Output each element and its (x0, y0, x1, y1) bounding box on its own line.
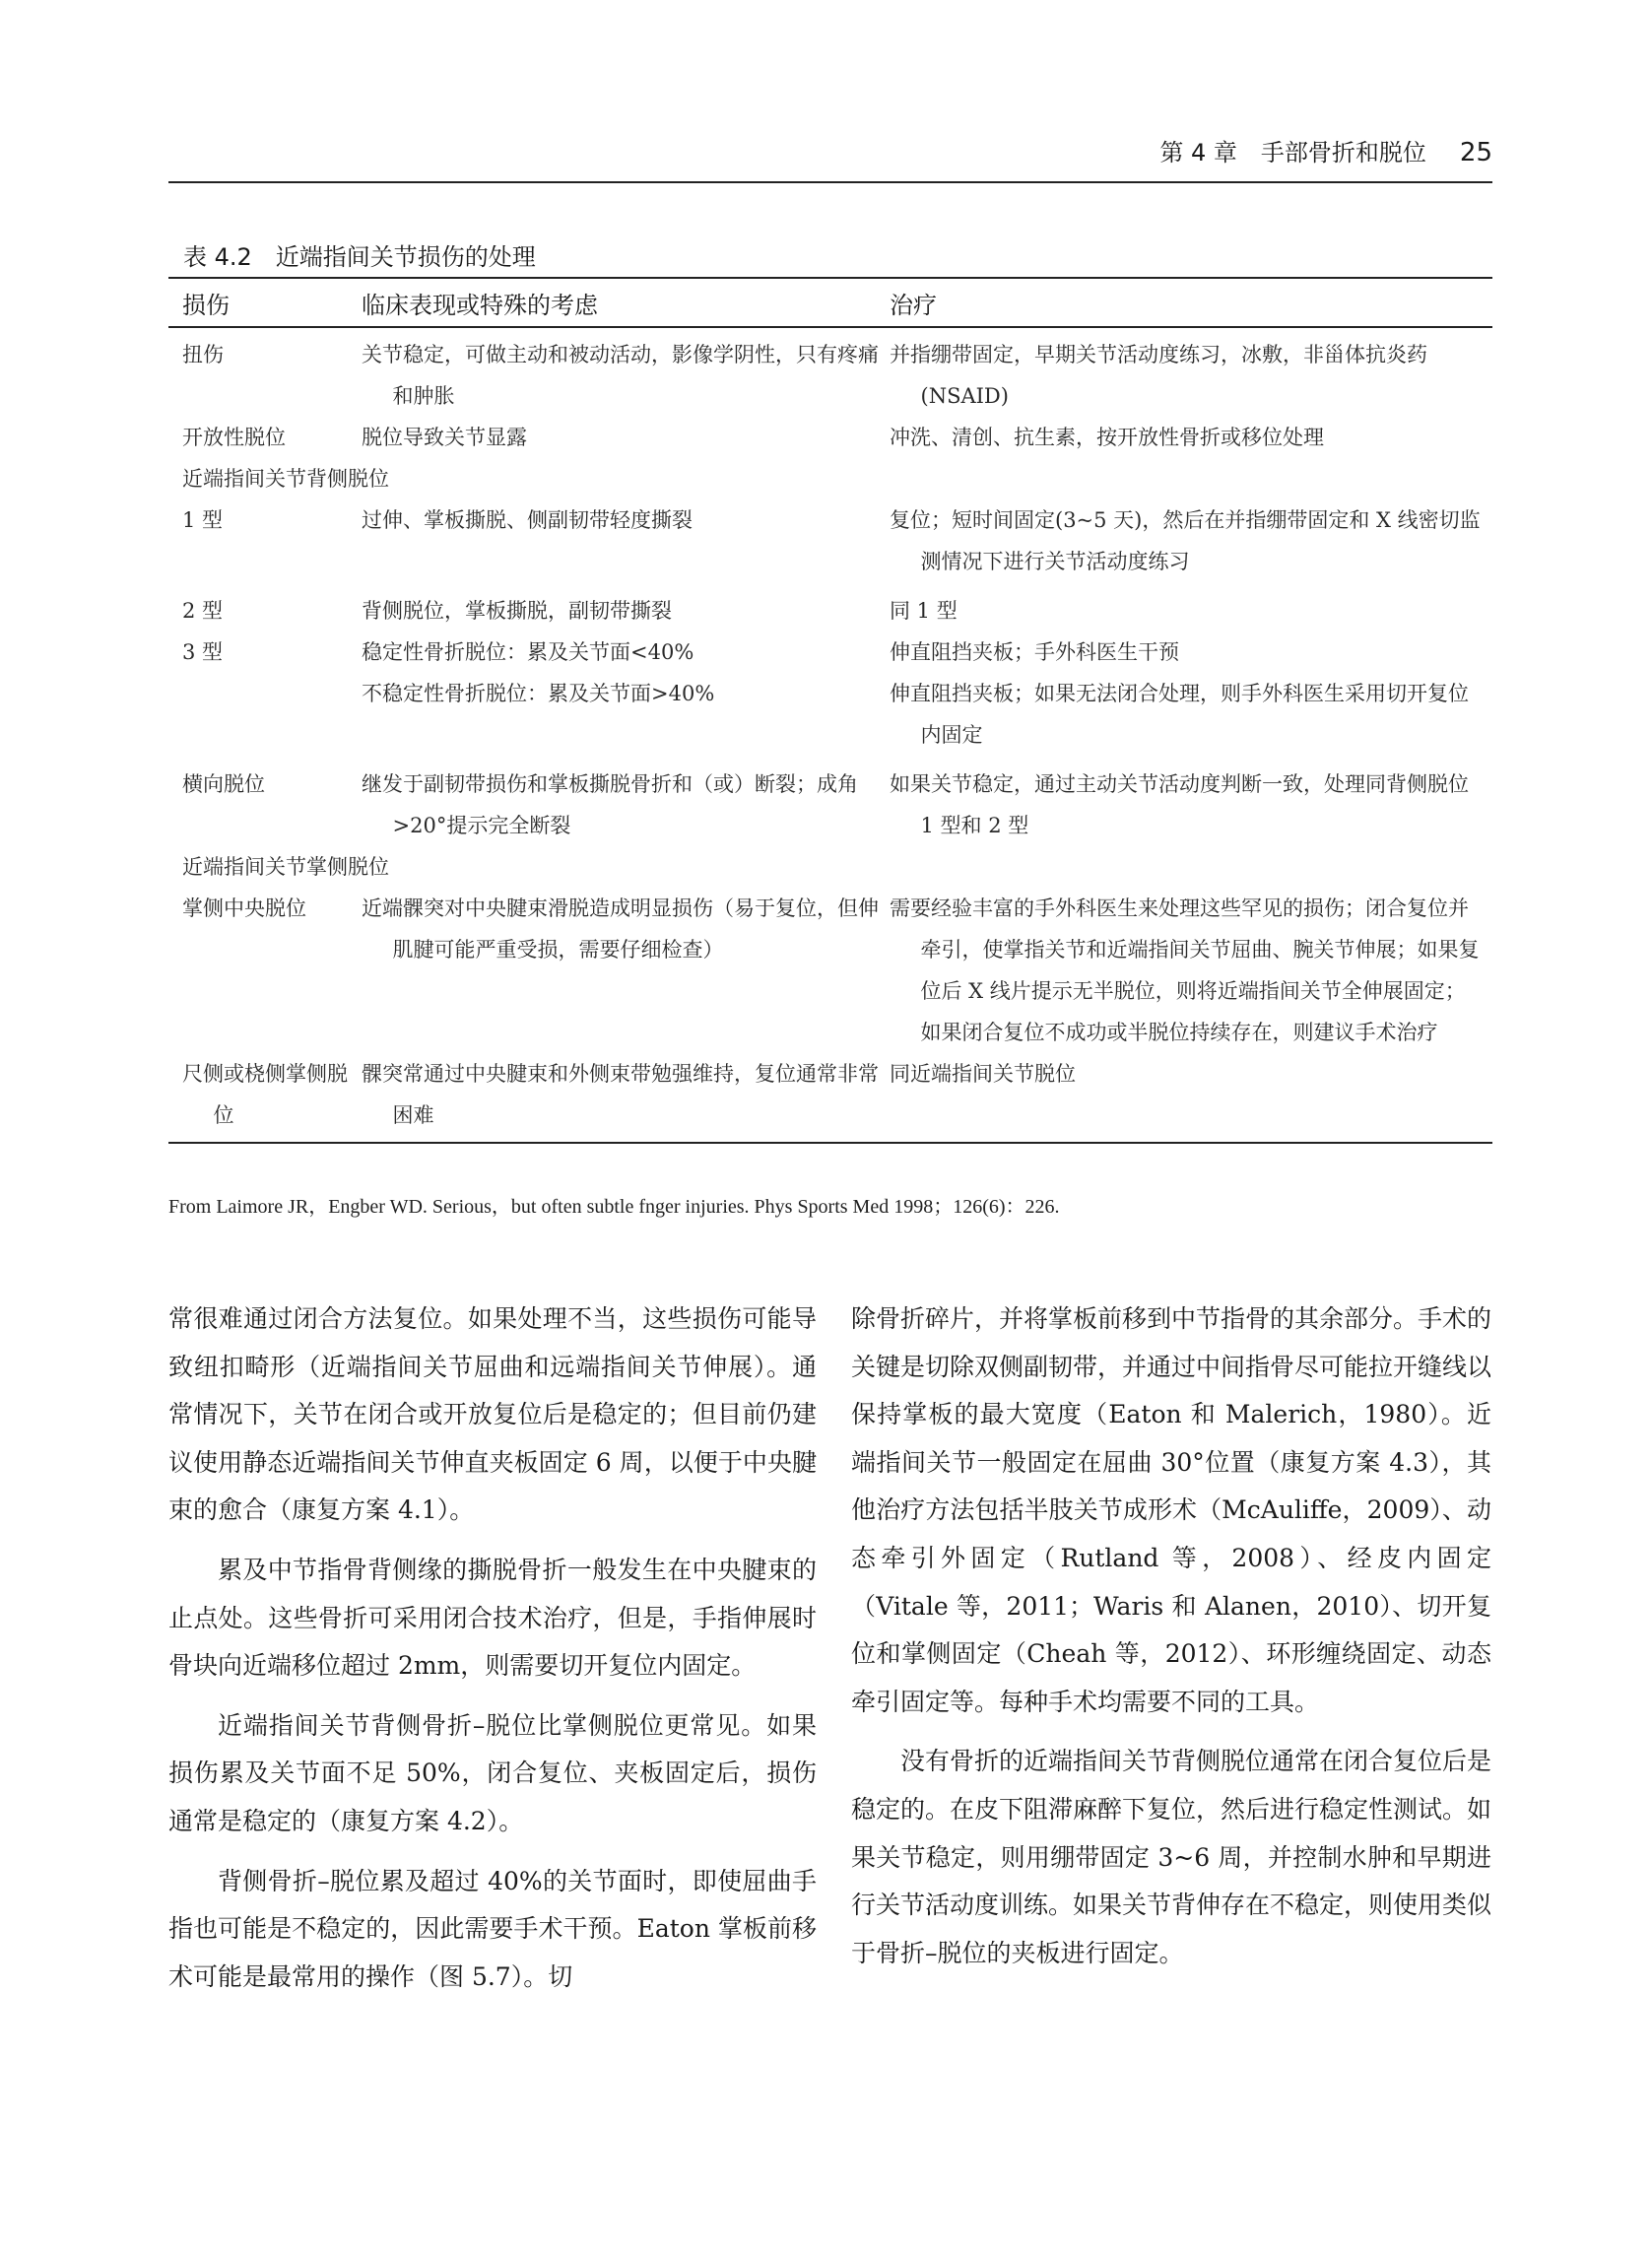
section-label: 近端指间关节掌侧脱位 (182, 855, 389, 879)
clinical-cell: 髁突常通过中央腱束和外侧束带勉强维持，复位通常非常困难 (362, 1062, 879, 1127)
treatment-cell: 如果关节稳定，通过主动关节活动度判断一致，处理同背侧脱位 1 型和 2 型 (890, 772, 1469, 837)
injury-cell: 掌侧中央脱位 (182, 896, 306, 920)
clinical-cell: 关节稳定，可做主动和被动活动，影像学阴性，只有疼痛和肿胀 (362, 343, 879, 408)
clinical-cell: 过伸、掌板撕脱、侧副韧带轻度撕裂 (362, 508, 693, 532)
treatment-cell: 需要经验丰富的手外科医生来处理这些罕见的损伤；闭合复位并牵引，使掌指关节和近端指间关节屈曲、腕关节伸展；如果复位后 X 线片提示无半脱位，则将近端指间关节全伸展固定；如果闭合复位不成功或半脱位持续存在，则建议手术治疗 (890, 896, 1480, 1044)
table-row (168, 673, 1492, 756)
table-row (168, 756, 1492, 846)
table-row (168, 417, 1492, 458)
clinical-cell: 脱位导致关节显露 (362, 426, 527, 449)
paragraph: 没有骨折的近端指间关节背侧脱位通常在闭合复位后是稳定的。在皮下阻滞麻醉下复位，然后进行稳定性测试。如果关节稳定，则用绷带固定 3~6 周，并控制水肿和早期进行关节活动度训练。如果关节背伸存在不稳定，则使用类似于骨折–脱位的夹板进行固定。 (851, 1747, 1492, 1967)
table-source-note: From Laimore JR，Engber WD. Serious，but often subtle fnger injuries. Phys Sports Med 1998；126(6)：226. (168, 1196, 1060, 1218)
treatment-cell: 同近端指间关节脱位 (890, 1062, 1076, 1086)
section-row-volar (168, 846, 1492, 888)
injury-cell: 扭伤 (182, 343, 224, 366)
clinical-cell: 背侧脱位，掌板撕脱，副韧带撕裂 (362, 599, 672, 623)
treatment-cell: 复位；短时间固定(3~5 天)，然后在并指绷带固定和 X 线密切监测情况下进行关节活动度练习 (890, 508, 1481, 573)
injury-cell: 2 型 (182, 599, 224, 623)
injury-table (168, 277, 1492, 1144)
treatment-cell: 并指绷带固定，早期关节活动度练习，冰敷，非甾体抗炎药(NSAID) (890, 343, 1427, 408)
section-row-dorsal (168, 458, 1492, 499)
paragraph: 背侧骨折–脱位累及超过 40%的关节面时，即使屈曲手指也可能是不稳定的，因此需要手术干预。Eaton 掌板前移术可能是最常用的操作（图 5.7）。切 (168, 1866, 817, 1991)
clinical-cell: 近端髁突对中央腱束滑脱造成明显损伤（易于复位，但伸肌腱可能严重受损，需要仔细检查） (362, 896, 879, 962)
injury-cell: 3 型 (182, 640, 224, 664)
clinical-cell: 继发于副韧带损伤和掌板撕脱骨折和（或）断裂；成角>20°提示完全断裂 (362, 772, 858, 837)
treatment-cell: 同 1 型 (890, 599, 958, 623)
column-header-injury: 损伤 (168, 278, 350, 327)
treatment-cell: 冲洗、清创、抗生素，按开放性骨折或移位处理 (890, 426, 1324, 449)
paragraph: 近端指间关节背侧骨折–脱位比掌侧脱位更常见。如果损伤累及关节面不足 50%，闭合复位、夹板固定后，损伤通常是稳定的（康复方案 4.2）。 (168, 1710, 817, 1835)
chapter-title: 第 4 章 手部骨折和脱位 (1159, 139, 1426, 166)
running-header (168, 138, 1492, 183)
table-caption: 表 4.2 近端指间关节损伤的处理 (183, 243, 536, 271)
table-row (168, 1053, 1492, 1143)
table-header-row (168, 278, 1492, 327)
table-row (168, 327, 1492, 417)
treatment-cell: 伸直阻挡夹板；手外科医生干预 (890, 640, 1179, 664)
table-row (168, 582, 1492, 631)
table-row (168, 499, 1492, 582)
section-label: 近端指间关节背侧脱位 (182, 467, 389, 491)
clinical-cell: 稳定性骨折脱位：累及关节面<40% (362, 640, 694, 664)
table-row (168, 631, 1492, 673)
injury-cell (168, 673, 350, 756)
injury-cell: 开放性脱位 (182, 426, 286, 449)
clinical-cell: 不稳定性骨折脱位：累及关节面>40% (362, 682, 715, 705)
paragraph: 累及中节指骨背侧缘的撕脱骨折一般发生在中央腱束的止点处。这些骨折可采用闭合技术治疗，但是，手指伸展时骨块向近端移位超过 2mm，则需要切开复位内固定。 (168, 1555, 817, 1681)
treatment-cell: 伸直阻挡夹板；如果无法闭合处理，则手外科医生采用切开复位内固定 (890, 682, 1469, 747)
body-column-left (168, 1295, 817, 2013)
column-header-treatment: 治疗 (890, 278, 1492, 327)
paragraph: 常很难通过闭合方法复位。如果处理不当，这些损伤可能导致纽扣畸形（近端指间关节屈曲和远端指间关节伸展）。通常情况下，关节在闭合或开放复位后是稳定的；但目前仍建议使用静态近端指间关节伸直夹板固定 6 周，以便于中央腱束的愈合（康复方案 4.1）。 (168, 1304, 817, 1525)
paragraph: 除骨折碎片，并将掌板前移到中节指骨的其余部分。手术的关键是切除双侧副韧带，并通过中间指骨尽可能拉开缝线以保持掌板的最大宽度（Eaton 和 Malerich，1980）。近端指间关节一般固定在屈曲 30°位置（康复方案 4.3），其他治疗方法包括半肢关节成形术（McAuliffe，2009）、动态牵引外固定（Rutland 等，2008）、经皮内固定（Vitale 等，2011；Waris 和 Alanen，2010）、切开复位和掌侧固定（Cheah 等，2012）、环形缠绕固定、动态牵引固定等。每种手术均需要不同的工具。 (851, 1304, 1492, 1716)
page-number: 25 (1459, 138, 1492, 167)
column-header-clinical: 临床表现或特殊的考虑 (350, 278, 890, 327)
injury-cell: 横向脱位 (182, 772, 265, 796)
injury-cell: 1 型 (182, 508, 224, 532)
table-row (168, 888, 1492, 1053)
body-column-right (851, 1295, 1491, 1989)
injury-cell: 尺侧或桡侧掌侧脱位 (182, 1062, 348, 1127)
